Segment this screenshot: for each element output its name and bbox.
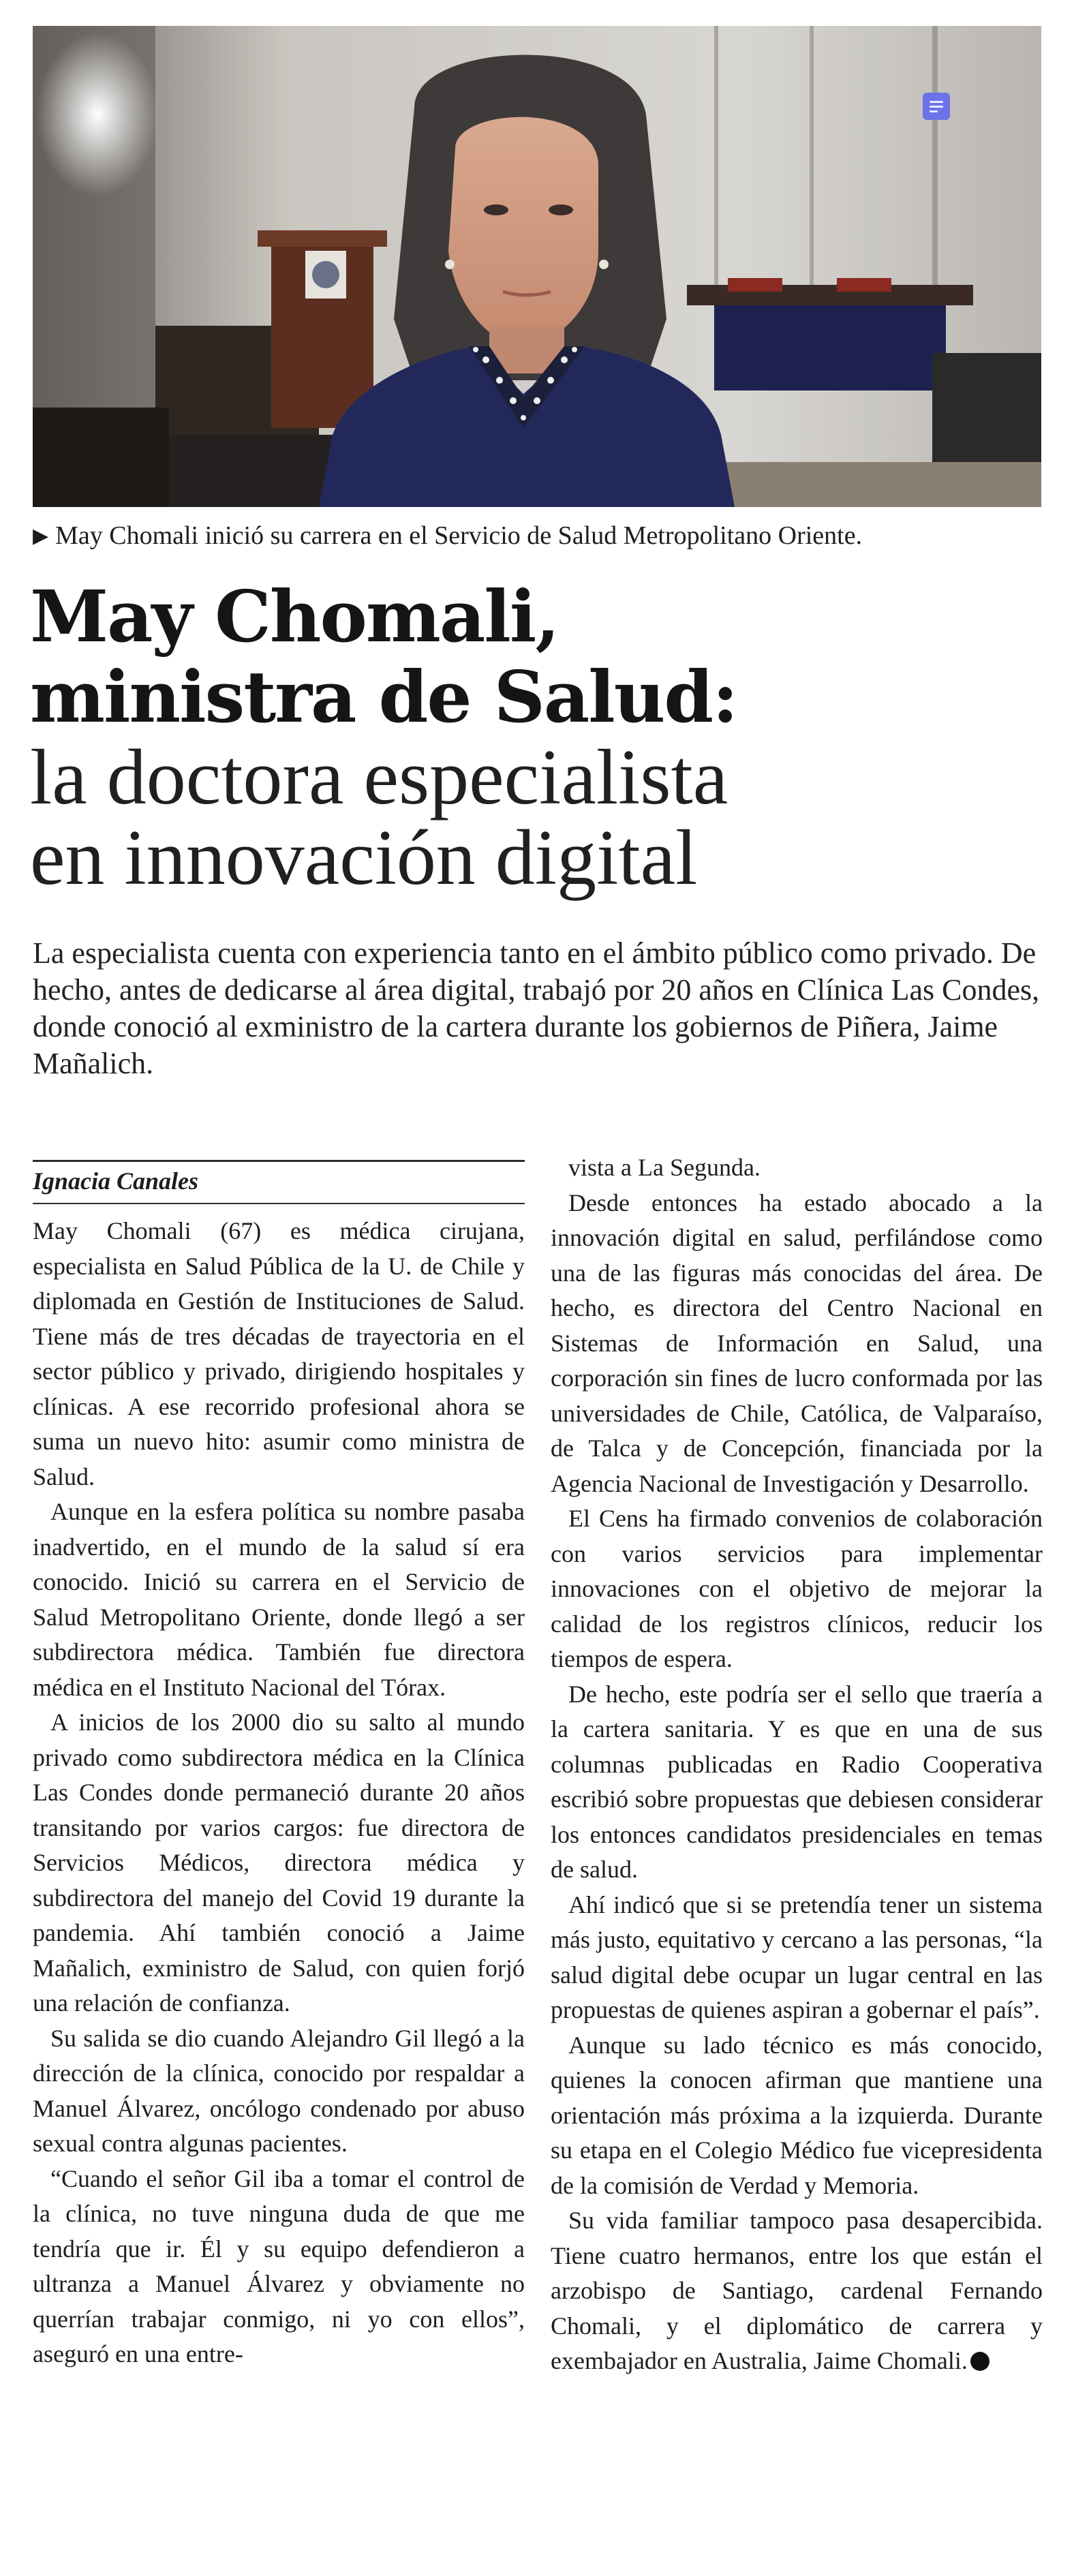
caption-text: May Chomali inició su carrera en el Servicio de Salud Metropolitano Oriente. [55,521,863,550]
body-paragraph: Su salida se dio cuando Alejandro Gil llegó a la dirección de la clínica, conocido por respaldar a Manuel Álvarez, oncólogo condenado por abuso sexual contra algunas pacientes. [33,2024,525,2157]
end-mark-icon [970,2352,989,2371]
body-paragraph: May Chomali (67) es médica cirujana, especialista en Salud Pública de la U. de Chile y diplomada en Gestión de Instituciones de Salud. Tiene más de tres décadas de trayectoria en el sector público y privado, dirigiendo hospitales y clínicas. A ese recorrido profesional ahora se suma un nuevo hito: asumir como ministra de Salud. [33,1217,525,1490]
body-paragraph: Aunque en la esfera política su nombre pasaba inadvertido, en el mundo de la salud sí era conocido. Inició su carrera en el Servicio de Salud Metropolitano Oriente, donde llegó a ser subdirectora médica. También fue directora médica en el Instituto Nacional del Tórax. [33,1498,525,1701]
last-paragraph-text: Su vida familiar tampoco pasa desapercibida. Tiene cuatro hermanos, entre los que están el arzobispo de Santiago, cardenal Fernando Chomali, y el diplomático de carrera y exembajador en Australia, Jaime Chomali. [551,2207,1043,2374]
body-paragraph: Desde entonces ha estado abocado a la innovación digital en salud, perfilándose como una de las figuras más conocidas del área. De hecho, es directora del Centro Nacional en Sistemas de Información en Salud, una corporación sin fines de lucro conformada por las universidades de Chile, Católica, de Valparaíso, de Talca y de Concepción, financiada por la Agencia Nacional de Investigación y Desarrollo. [551,1189,1043,1497]
headline-line-4: en innovación digital [30,814,698,902]
article-photo [33,26,1041,507]
document-lines-icon[interactable] [923,93,950,120]
headline-line-3: la doctora especialista [30,734,728,821]
triangle-right-icon: ▶ [33,525,49,547]
headline-line-2: ministra de Salud: [30,655,737,739]
byline-top-rule [33,1160,525,1162]
photo-person-icon [33,26,1041,507]
body-paragraph: Aunque su lado técnico es más conocido, quienes la conocen afirman que mantiene una orientación más próxima a la izquierda. Durante su etapa en el Colegio Médico fue vicepresidenta de la comisión de Verdad y Memoria. [551,2031,1043,2199]
byline: Ignacia Canales [33,1167,199,1195]
body-paragraph: Ahí indicó que si se pretendía tener un sistema más justo, equitativo y cercano a las personas, “la salud digital debe ocupar un lugar central en las propuestas de quienes aspiran a gobernar el país”. [551,1890,1043,2023]
photo-caption [33,519,1041,553]
body-paragraph: A inicios de los 2000 dio su salto al mundo privado como subdirectora médica en la Clínica Las Condes donde permaneció durante 20 años transitando por varios cargos: fue directora de Servicios Médicos, directora médica y subdirectora del manejo del Covid 19 durante la pandemia. Ahí también conoció a Jaime Mañalich, exministro de Salud, con quien forjó una relación de confianza. [33,1708,525,2017]
body-paragraph: vista a La Segunda. [568,1154,761,1181]
body-paragraph: “Cuando el señor Gil iba a tomar el control de la clínica, no tuve ninguna duda de que me tendría que ir. Él y su equipo defendieron a ultranza a Manuel Álvarez y obviamente no querrían trabajar conmigo, ni yo con ellos”, aseguró en una entre- [33,2164,525,2367]
article-dek: La especialista cuenta con experiencia tanto en el ámbito público como privado. De hecho, antes de dedicarse al área digital, trabajó por 20 años en Clínica Las Condes, donde conoció al exministro de la cartera durante los gobiernos de Piñera, Jaime Mañalich. [33,936,1040,1080]
headline-line-1: May Chomali, [30,574,559,658]
body-paragraph: De hecho, este podría ser el sello que traería a la cartera sanitaria. Y es que en una de sus columnas publicadas en Radio Cooperativa escribió sobre propuestas que debiesen considerar los entonces candidatos presidenciales en temas de salud. [551,1680,1043,1883]
body-paragraph: El Cens ha firmado convenios de colaboración con varios servicios para implementar innovaciones con el objetivo de mejorar la calidad de los registros clínicos, reducir los tiempos de espera. [551,1505,1043,1672]
headline [30,574,1045,902]
article-column-right [551,1150,1043,2379]
byline-bottom-rule [33,1203,525,1204]
article-column-left [33,1160,525,2372]
body-paragraph-last [551,2203,1043,2379]
